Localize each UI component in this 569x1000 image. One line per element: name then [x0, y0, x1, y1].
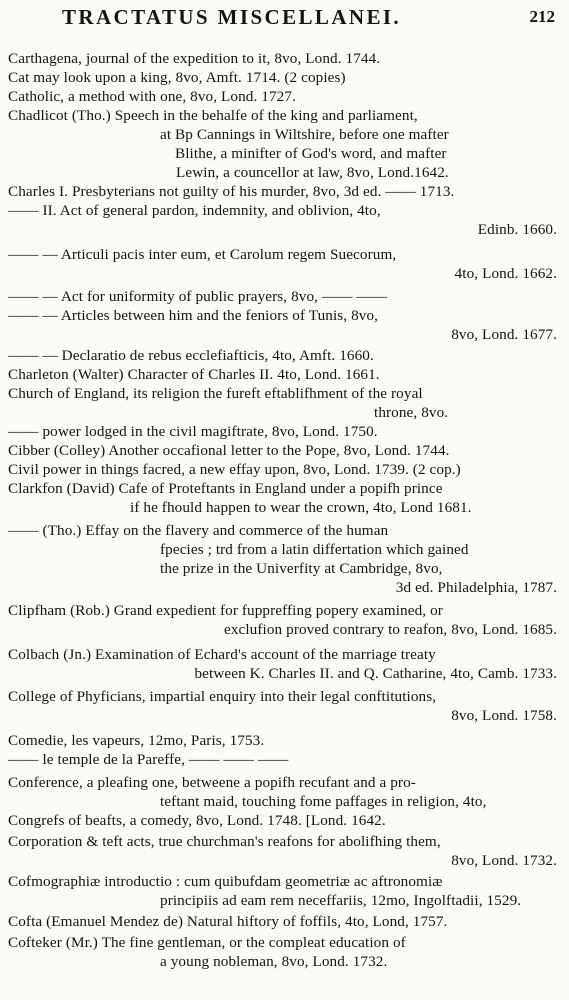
- entry-line: —— — Act for uniformity of public prayers, 8vo, —— ——: [8, 288, 388, 305]
- entry-line: 4to, Lond. 1662.: [454, 265, 557, 282]
- entry-line: —— power lodged in the civil magiftrate, 8vo, Lond. 1750.: [8, 423, 378, 440]
- entry-line: Corporation & teft acts, true churchman's reafons for abolifhing them,: [8, 833, 441, 850]
- entry-line: Cofmographiæ introductio : cum quibufdam geometriæ ac aftronomiæ: [8, 873, 443, 890]
- entry-line: Congrefs of beafts, a comedy, 8vo, Lond. 1748. [Lond. 1642.: [8, 812, 386, 829]
- page-header: [0, 5, 569, 33]
- entry-line: the prize in the Univerfity at Cambridge, 8vo,: [160, 560, 443, 577]
- entry-line: a young nobleman, 8vo, Lond. 1732.: [160, 953, 388, 970]
- entry-line: College of Phyficians, impartial enquiry into their legal conftitutions,: [8, 688, 437, 705]
- entry-line: Charles I. Presbyterians not guilty of his murder, 8vo, 3d ed. —— 1713.: [8, 183, 455, 200]
- entry-line: Carthagena, journal of the expedition to it, 8vo, Lond. 1744.: [8, 50, 381, 67]
- entry-line: —— le temple de la Pareffe, —— —— ——: [8, 751, 289, 768]
- entry-line: Chadlicot (Tho.) Speech in the behalfe of the king and parliament,: [8, 107, 418, 124]
- entry-line: throne, 8vo.: [374, 404, 449, 421]
- entry-line: Civil power in things facred, a new effay upon, 8vo, Lond. 1739. (2 cop.): [8, 461, 461, 478]
- entry-line: Church of England, its religion the fureft eftablifhment of the royal: [8, 385, 423, 402]
- entry-line: exclufion proved contrary to reafon, 8vo, Lond. 1685.: [223, 621, 557, 638]
- entry-line: at Bp Cannings in Wiltshire, before one mafter: [160, 126, 449, 143]
- entry-line: Clipfham (Rob.) Grand expedient for fuppreffing popery examined, or: [8, 602, 443, 619]
- entry-line: Lewin, a councellor at law, 8vo, Lond.1642.: [176, 164, 449, 181]
- entry-line: —— — Declaratio de rebus ecclefiafticis, 4to, Amft. 1660.: [8, 347, 374, 364]
- entry-line: —— II. Act of general pardon, indemnity, and oblivion, 4to,: [8, 202, 381, 219]
- entry-line: Blithe, a minifter of God's word, and mafter: [175, 145, 447, 162]
- entry-line: Charleton (Walter) Character of Charles II. 4to, Lond. 1661.: [8, 366, 380, 383]
- entry-line: if he fhould happen to wear the crown, 4to, Lond 1681.: [130, 499, 472, 516]
- entry-line: Cofteker (Mr.) The fine gentleman, or the compleat education of: [8, 934, 406, 951]
- entry-line: Comedie, les vapeurs, 12mo, Paris, 1753.: [8, 732, 265, 749]
- entry-line: —— (Tho.) Effay on the flavery and commerce of the human: [8, 522, 389, 539]
- entry-line: Cat may look upon a king, 8vo, Amft. 1714. (2 copies): [8, 69, 346, 86]
- entry-line: principiis ad eam rem neceffariis, 12mo, Ingolftadii, 1529.: [160, 892, 522, 909]
- entry-line: Conference, a pleafing one, betweene a popifh recufant and a pro-: [8, 774, 416, 791]
- entry-line: Cibber (Colley) Another occafional letter to the Pope, 8vo, Lond. 1744.: [8, 442, 450, 459]
- entry-line: Colbach (Jn.) Examination of Echard's account of the marriage treaty: [8, 646, 436, 663]
- entry-line: 8vo, Lond. 1732.: [451, 852, 557, 869]
- running-title: TRACTATUS MISCELLANEI.: [62, 5, 402, 29]
- entry-line: —— — Articuli pacis inter eum, et Carolum regem Suecorum,: [8, 246, 397, 263]
- entry-line: Clarkfon (David) Cafe of Proteftants in England under a popifh prince: [8, 480, 443, 497]
- entry-line: Cofta (Emanuel Mendez de) Natural hiftory of foffils, 4to, Lond, 1757.: [8, 913, 448, 930]
- entry-line: 8vo, Lond. 1758.: [451, 707, 557, 724]
- entry-line: —— — Articles between him and the feniors of Tunis, 8vo,: [8, 307, 379, 324]
- entry-line: teftant maid, touching fome paffages in religion, 4to,: [160, 793, 487, 810]
- entry-line: 8vo, Lond. 1677.: [451, 326, 557, 343]
- entry-line: Edinb. 1660.: [477, 221, 557, 238]
- entry-line: between K. Charles II. and Q. Catharine, 4to, Camb. 1733.: [194, 665, 557, 682]
- entry-line: fpecies ; trd from a latin differtation which gained: [160, 541, 469, 558]
- page-number: 212: [529, 7, 555, 26]
- entry-line: Catholic, a method with one, 8vo, Lond. 1727.: [8, 88, 296, 105]
- entry-line: 3d ed. Philadelphia, 1787.: [395, 579, 557, 596]
